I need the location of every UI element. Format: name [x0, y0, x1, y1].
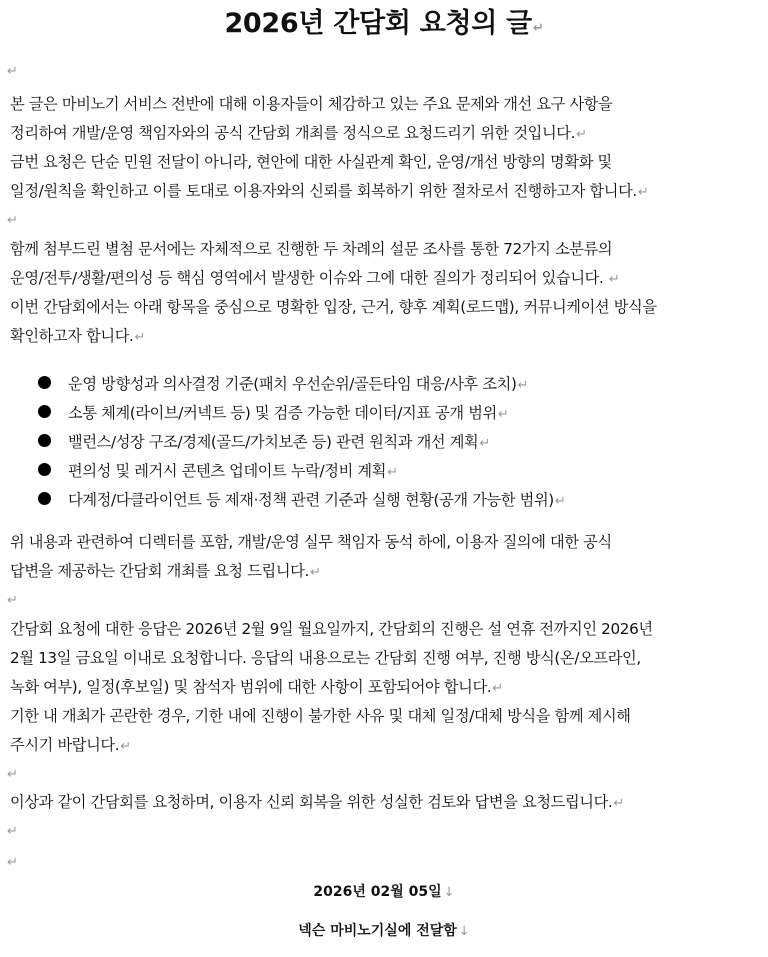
paragraph-mark-icon: ↵ [492, 681, 503, 696]
empty-paragraph-mark-icon: ↵ [7, 64, 18, 79]
empty-paragraph-mark-icon: ↵ [7, 593, 18, 608]
body-line[interactable]: 정리하여 개발/운영 책임자와의 공식 간담회 개최를 정식으로 요청드리기 위한 것입니다.↵ [10, 124, 587, 142]
bullet-item[interactable]: 다계정/다클라이언트 등 제재·정책 관련 기준과 실행 현황(공개 가능한 범위)↵ [38, 486, 758, 516]
paragraph-mark-icon: ↵ [120, 739, 131, 754]
body-line[interactable]: 이상과 같이 간담회를 요청하며, 이용자 신뢰 회복을 위한 성실한 검토와 답변을 요청드립니다.↵ [10, 793, 624, 811]
bullet-item[interactable]: 운영 방향성과 의사결정 기준(패치 우선순위/골든타임 대응/사후 조치)↵ [38, 370, 758, 400]
body-line[interactable]: 일정/원칙을 확인하고 이를 토대로 이용자와의 신뢰를 회복하기 위한 절차로서 진행하고자 합니다.↵ [10, 182, 649, 200]
document-recipient[interactable]: 넥슨 마비노기실에 전달함 ↓ [298, 923, 470, 939]
empty-paragraph-mark-icon: ↵ [7, 767, 18, 782]
paragraph-mark-icon: ↵ [517, 378, 529, 393]
bullet-item[interactable]: 편의성 및 레거시 콘텐츠 업데이트 누락/정비 계획↵ [38, 457, 758, 487]
body-line[interactable]: 2월 13일 금요일 이내로 요청합니다. 응답의 내용으로는 간담회 진행 여부, 진행 방식(온/오프라인, [10, 649, 641, 667]
bullet-dot-icon [38, 463, 51, 476]
paragraph-mark-icon: ↵ [497, 407, 509, 422]
body-line[interactable]: 본 글은 마비노기 서비스 전반에 대해 이용자들이 체감하고 있는 주요 문제와 개선 요구 사항을 [10, 95, 613, 113]
body-line[interactable]: 녹화 여부), 일정(후보일) 및 참석자 범위에 대한 사항이 포함되어야 합니다.↵ [10, 678, 503, 696]
paragraph-mark-icon: ↵ [479, 436, 490, 451]
body-line[interactable]: 함께 첨부드린 별첨 문서에는 자체적으로 진행한 두 차례의 설문 조사를 통한 72가지 소분류의 [10, 240, 613, 258]
empty-paragraph-mark-icon: ↵ [7, 855, 18, 870]
paragraph-mark-icon: ↵ [532, 21, 544, 36]
body-line[interactable]: 이번 간담회에서는 아래 항목을 중심으로 명확한 입장, 근거, 향후 계획(로드맵), 커뮤니케이션 방식을 [10, 298, 657, 316]
document-title: 2026년 간담회 요청의 글↵ [224, 8, 544, 39]
paragraph-mark-icon: ↵ [554, 494, 566, 509]
paragraph-mark-icon: ↵ [387, 465, 398, 480]
empty-paragraph-mark-icon: ↵ [7, 824, 18, 839]
body-line[interactable]: 주시기 바랍니다.↵ [10, 736, 131, 754]
body-line[interactable]: 기한 내 개최가 곤란한 경우, 기한 내에 진행이 불가한 사유 및 대체 일정/대체 방식을 함께 제시해 [10, 707, 631, 725]
body-line[interactable]: 금번 요청은 단순 민원 전달이 아니라, 현안에 대한 사실관계 확인, 운영/개선 방향의 명확화 및 [10, 153, 612, 171]
bullet-item[interactable]: 밸런스/성장 구조/경제(골드/가치보존 등) 관련 원칙과 개선 계획↵ [38, 428, 758, 458]
bullet-dot-icon [38, 492, 51, 505]
empty-paragraph-mark-icon: ↵ [7, 213, 18, 228]
document-date[interactable]: 2026년 02월 05일 ↓ [313, 884, 455, 900]
paragraph-mark-icon: ↵ [576, 127, 587, 142]
body-line[interactable]: 운영/전투/생활/편의성 등 핵심 영역에서 발생한 이슈와 그에 대한 질의가 정리되어 있습니다. ↵ [10, 269, 620, 287]
body-line[interactable]: 위 내용과 관련하여 디렉터를 포함, 개발/운영 실무 책임자 동석 하에, 이용자 질의에 대한 공식 [10, 533, 612, 551]
paragraph-mark-icon: ↵ [134, 330, 146, 345]
paragraph-mark-icon: ↵ [613, 796, 624, 811]
bullet-item[interactable]: 소통 체계(라이브/커넥트 등) 및 검증 가능한 데이터/지표 공개 범위↵ [38, 399, 758, 429]
paragraph-mark-icon: ↵ [309, 565, 321, 580]
bullet-dot-icon [38, 376, 51, 389]
body-line[interactable]: 확인하고자 합니다.↵ [10, 327, 146, 345]
paragraph-mark-icon: ↵ [608, 272, 620, 287]
body-line[interactable]: 간담회 요청에 대한 응답은 2026년 2월 9일 월요일까지, 간담회의 진행은 설 연휴 전까지인 2026년 [10, 620, 653, 638]
bullet-dot-icon [38, 405, 51, 418]
paragraph-mark-icon: ↵ [637, 185, 649, 200]
bullet-dot-icon [38, 434, 51, 447]
body-line[interactable]: 답변을 제공하는 간담회 개최를 요청 드립니다.↵ [10, 562, 321, 580]
line-break-icon: ↓ [458, 924, 470, 939]
line-break-icon: ↓ [443, 885, 455, 900]
